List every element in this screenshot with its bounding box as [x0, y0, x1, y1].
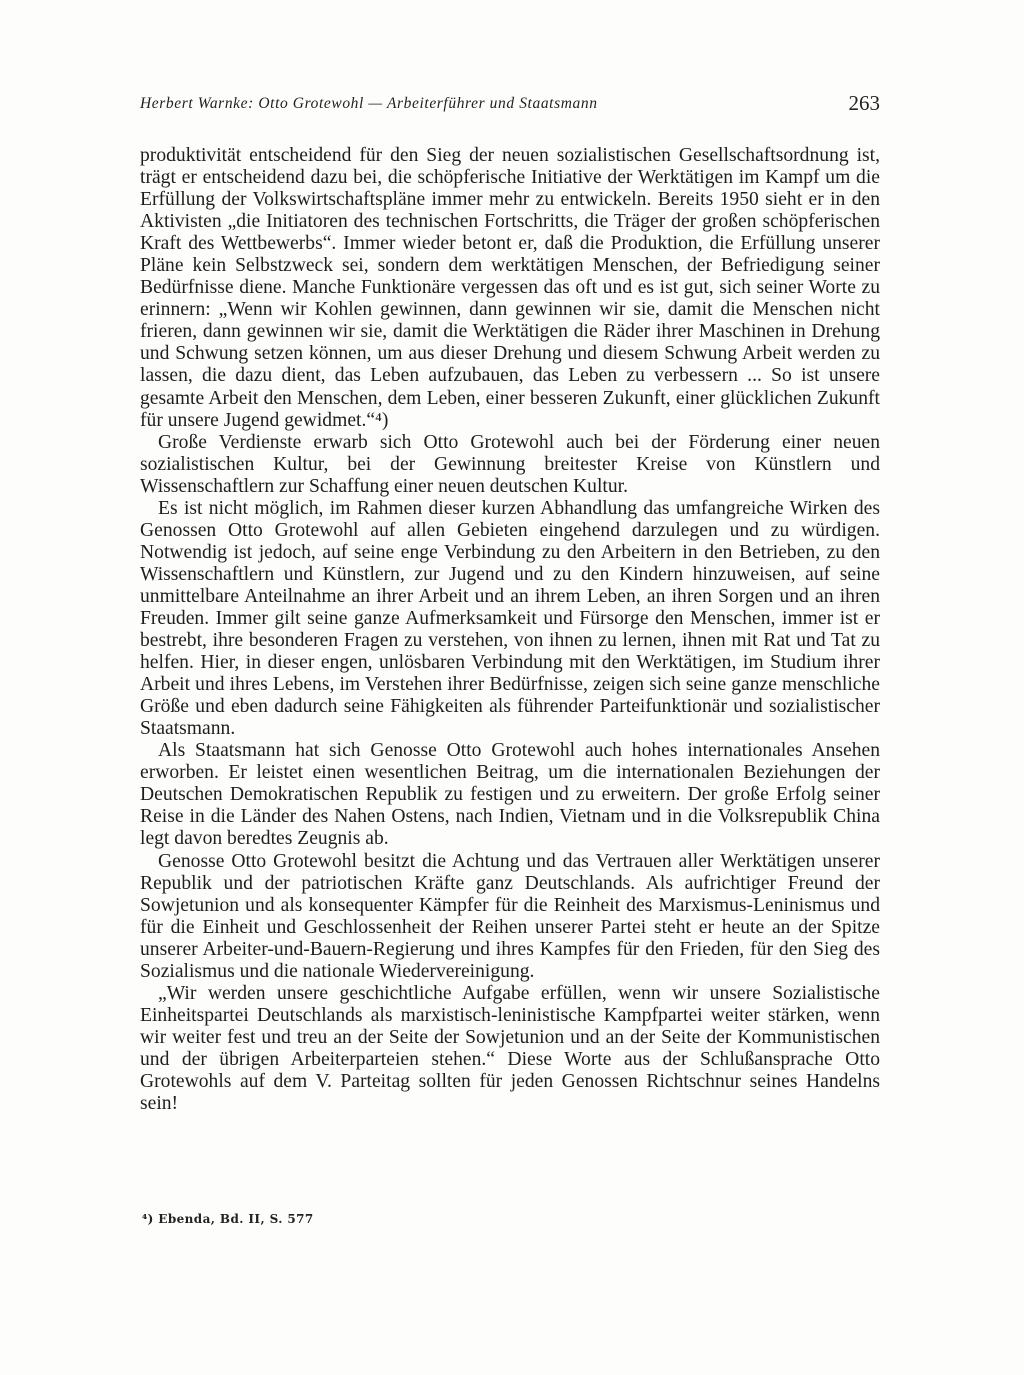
paragraph-statesman: Als Staatsmann hat sich Genosse Otto Grotewohl auch hohes internationales Ansehen erworben. Er leistet einen wesentlichen Beitrag, um die internationalen Beziehungen der Deutschen Demokratischen Republik zu festigen und zu erweitern. Der große Erfolg seiner Reise in die Länder des Nahen Ostens, nach Indien, Vietnam und in die Volksrepublik China legt davon beredtes Zeugnis ab. — [140, 740, 880, 850]
paragraph-culture: Große Verdienste erwarb sich Otto Grotewohl auch bei der Förderung einer neuen sozialistischen Kultur, bei der Gewinnung breitester Kreise von Künstlern und Wissenschaftlern zur Schaffung einer neuen deutschen Kultur. — [140, 431, 880, 497]
body-text — [140, 145, 880, 1115]
running-title: Herbert Warnke: Otto Grotewohl — Arbeiterführer und Staatsmann — [140, 95, 598, 112]
page-number: 263 — [848, 91, 880, 115]
paragraph-workers-connection: Es ist nicht möglich, im Rahmen dieser kurzen Abhandlung das umfangreiche Wirken des Genossen Otto Grotewohl auf allen Gebieten eingehend darzulegen und zu würdigen. Notwendig ist jedoch, auf seine enge Verbindung zu den Arbeitern in den Betrieben, zu den Wissenschaftlern und Künstlern, zur Jugend und zu den Kindern hinzuweisen, auf seine unmittelbare Anteilnahme an ihrer Arbeit und an ihrem Leben, an ihren Sorgen und an ihren Freuden. Immer gilt seine ganze Aufmerksamkeit und Fürsorge den Menschen, immer ist er bestrebt, ihre besonderen Fragen zu verstehen, von ihnen zu lernen, ihnen mit Rat und Tat zu helfen. Hier, in dieser engen, unlösbaren Verbindung mit den Werktätigen, im Studium ihrer Arbeit und ihres Lebens, im Verstehen ihrer Bedürfnisse, zeigen sich seine ganze menschliche Größe und eben dadurch seine Fähigkeiten als führender Parteifunktionär und sozialistischer Staatsmann. — [140, 497, 880, 740]
running-header — [140, 91, 880, 121]
paragraph-productivity: produktivität entscheidend für den Sieg der neuen sozialistischen Gesellschaftsordnung ist, trägt er entscheidend dazu bei, die schöpferische Initiative der Werktätigen im Kampf um die Erfüllung der Volkswirtschaftspläne immer mehr zu entwickeln. Bereits 1950 sieht er in den Aktivisten „die Initiatoren des technischen Fortschritts, die Träger der großen schöpferischen Kraft des Wettbewerbs“. Immer wieder betont er, daß die Produktion, die Erfüllung unserer Pläne kein Selbstzweck sei, sondern dem werktätigen Menschen, der Befriedigung seiner Bedürfnisse diene. Manche Funktionäre vergessen das oft und es ist gut, sich seiner Worte zu erinnern: „Wenn wir Kohlen gewinnen, dann gewinnen wir sie, damit die Menschen nicht frieren, dann gewinnen wir sie, damit die Werktätigen die Räder ihrer Maschinen in Drehung und Schwung setzen können, um aus dieser Drehung und diesem Schwung Arbeit werden zu lassen, die dazu dient, das Leben aufzubauen, das Leben zu verbessern ... So ist unsere gesamte Arbeit den Menschen, dem Leben, einer besseren Zukunft, einer glücklichen Zukunft für unsere Jugend gewidmet.“⁴) — [140, 145, 880, 431]
paragraph-closing-quote: „Wir werden unsere geschichtliche Aufgabe erfüllen, wenn wir unsere Sozialistische Einheitspartei Deutschlands als marxistisch-leninistische Kampfpartei weiter stärken, wenn wir weiter fest und treu an der Seite der Sowjetunion und an der Seite der Kommunistischen und der übrigen Arbeiterparteien stehen.“ Diese Worte aus der Schlußansprache Otto Grotewohls auf dem V. Parteitag sollten für jeden Genossen Richtschnur seines Handelns sein! — [140, 982, 880, 1115]
footnote: ⁴) Ebenda, Bd. II, S. 577 — [142, 1212, 314, 1226]
paragraph-respect: Genosse Otto Grotewohl besitzt die Achtung und das Vertrauen aller Werktätigen unserer Republik und der patriotischen Kräfte ganz Deutschlands. Als aufrichtiger Freund der Sowjetunion und als konsequenter Kämpfer für die Reinheit des Marxismus-Leninismus und für die Einheit und Geschlossenheit der Reihen unserer Partei steht er heute an der Spitze unserer Arbeiter-und-Bauern-Regierung und ihres Kampfes für den Frieden, für den Sieg des Sozialismus und die nationale Wiedervereinigung. — [140, 850, 880, 982]
